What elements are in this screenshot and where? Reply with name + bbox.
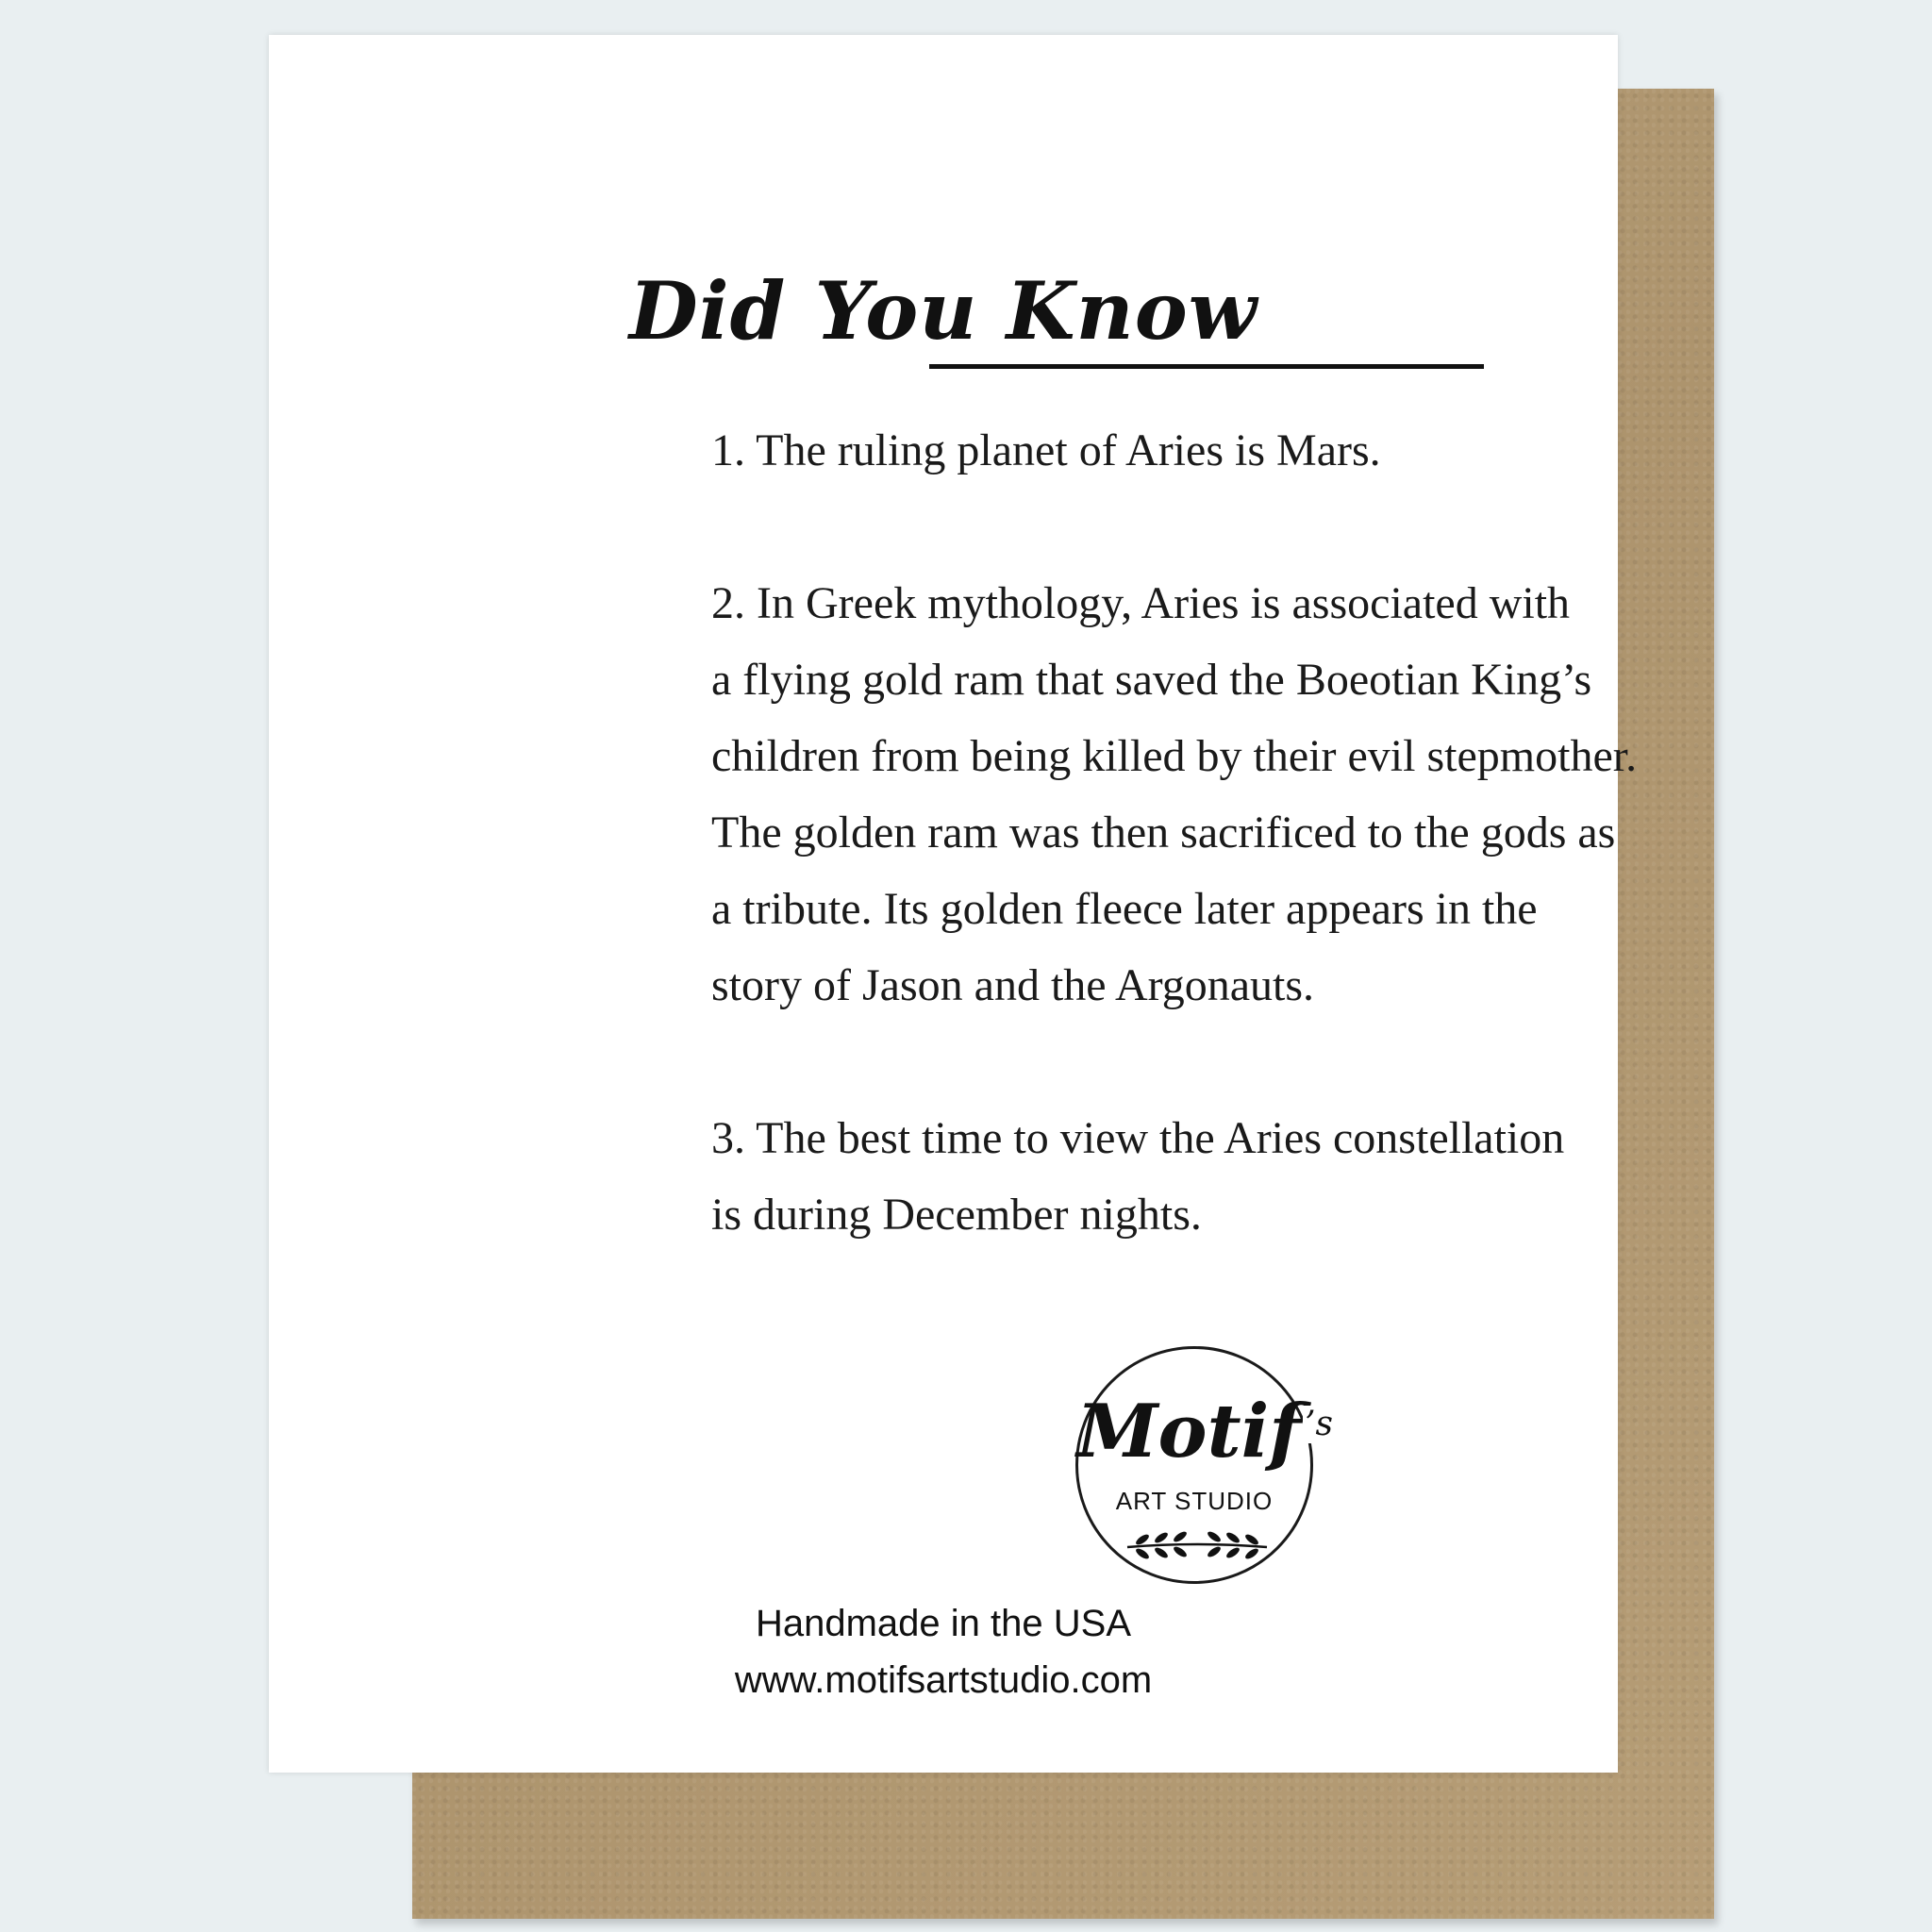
fact-item xyxy=(711,565,1843,1024)
logo-script-text: Motif xyxy=(1076,1389,1301,1474)
fact-line: children from being killed by their evil stepmother. xyxy=(711,731,1638,781)
fact-line: is during December nights. xyxy=(711,1190,1202,1240)
facts-list xyxy=(711,412,1843,1329)
studio-logo xyxy=(1075,1346,1333,1584)
greeting-card-back xyxy=(269,35,1638,1773)
fact-item xyxy=(711,1100,1843,1253)
fact-line: The golden ram was then sacrificed to the gods as xyxy=(711,808,1616,858)
fact-line: 1. The ruling planet of Aries is Mars. xyxy=(711,425,1381,475)
fact-line: 2. In Greek mythology, Aries is associated with xyxy=(711,578,1571,628)
fact-line: story of Jason and the Argonauts. xyxy=(711,960,1315,1010)
fact-line: a flying gold ram that saved the Boeotian King’s xyxy=(711,655,1592,705)
card-title: Did You Know xyxy=(628,264,1258,358)
fact-item xyxy=(711,412,1843,489)
title-underline xyxy=(929,364,1484,369)
fact-line: 3. The best time to view the Aries constellation xyxy=(711,1113,1565,1163)
logo-subtitle: ART STUDIO xyxy=(1115,1487,1274,1515)
fact-line: a tribute. Its golden fleece later appears in the xyxy=(711,884,1538,934)
logo-apostrophe: ’s xyxy=(1305,1405,1333,1443)
made-in-usa-text: Handmade in the USA xyxy=(755,1603,1131,1644)
laurel-branch-icon xyxy=(1122,1528,1273,1560)
website-text: www.motifsartstudio.com xyxy=(734,1659,1153,1701)
